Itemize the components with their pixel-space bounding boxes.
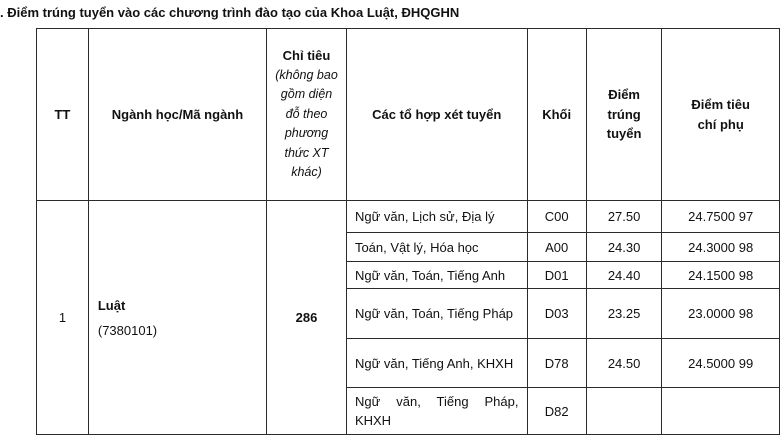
major-name: Luật: [97, 297, 126, 313]
block-cell: D82: [527, 388, 586, 435]
col-header-sub-score: Điểm tiêu chí phụ: [662, 29, 780, 201]
sub-score-cell: 24.1500 98: [662, 262, 780, 289]
score-cell: 24.50: [586, 339, 662, 388]
combo-cell: Ngữ văn, Tiếng Anh, KHXH: [346, 339, 527, 388]
combo-cell: Ngữ văn, Toán, Tiếng Pháp: [346, 289, 527, 339]
score-cell: 27.50: [586, 201, 662, 233]
score-cell: [586, 388, 662, 435]
combo-cell: Toán, Vật lý, Hóa học: [346, 233, 527, 262]
table-row: [37, 201, 780, 233]
program-major: [88, 201, 266, 435]
block-cell: D03: [527, 289, 586, 339]
sub-score-cell: 24.7500 97: [662, 201, 780, 233]
sub-score-cell: 24.5000 99: [662, 339, 780, 388]
sub-score-cell: 23.0000 98: [662, 289, 780, 339]
block-cell: D78: [527, 339, 586, 388]
sub-score-cell: 24.3000 98: [662, 233, 780, 262]
block-cell: C00: [527, 201, 586, 233]
score-cell: 23.25: [586, 289, 662, 339]
block-cell: D01: [527, 262, 586, 289]
program-tt: 1: [37, 201, 89, 435]
major-code: (7380101): [97, 322, 158, 338]
program-quota: 286: [267, 201, 347, 435]
quota-note: (không bao gồm diện đỗ theo phương thức XT khác): [275, 67, 338, 180]
score-cell: 24.30: [586, 233, 662, 262]
section-heading: . Điểm trúng tuyển vào các chương trình đào tạo của Khoa Luật, ĐHQGHN: [0, 5, 460, 20]
col-header-combos: Các tổ hợp xét tuyển: [346, 29, 527, 201]
col-header-tt: TT: [37, 29, 89, 201]
admission-table: [36, 28, 780, 435]
score-cell: 24.40: [586, 262, 662, 289]
col-header-score: Điểm trúng tuyển: [586, 29, 662, 201]
col-header-major: Ngành học/Mã ngành: [88, 29, 266, 201]
col-header-quota: [267, 29, 347, 201]
combo-cell: Ngữ văn, Tiếng Pháp, KHXH: [346, 388, 527, 435]
block-cell: A00: [527, 233, 586, 262]
combo-cell: Ngữ văn, Toán, Tiếng Anh: [346, 262, 527, 289]
sub-score-cell: [662, 388, 780, 435]
col-header-block: Khối: [527, 29, 586, 201]
combo-cell: Ngữ văn, Lịch sử, Địa lý: [346, 201, 527, 233]
header-row: [37, 29, 780, 201]
quota-title: Chỉ tiêu: [282, 48, 331, 64]
